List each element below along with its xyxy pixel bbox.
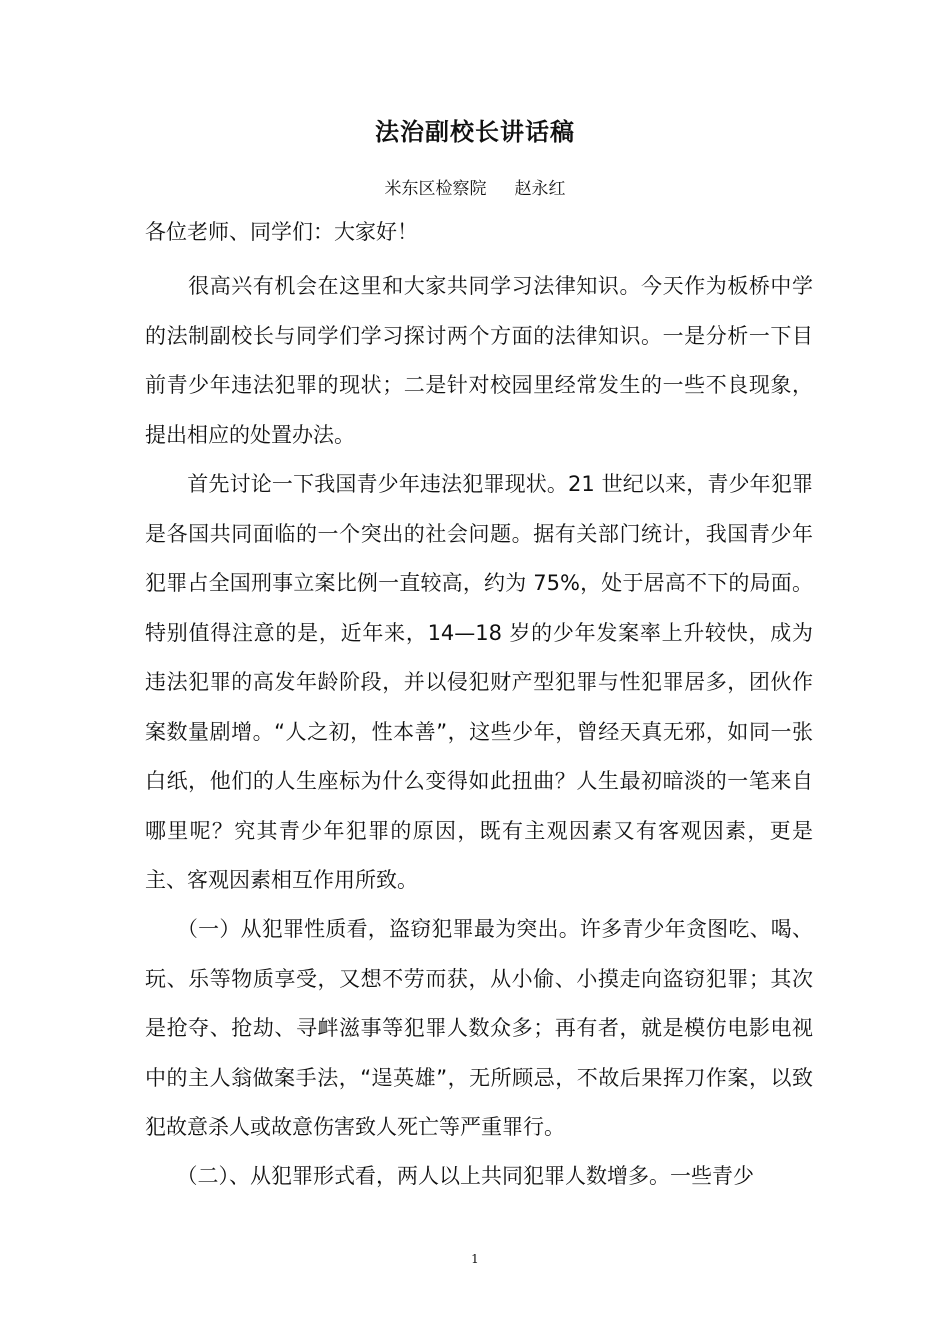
paragraph-text: 很高兴有机会在这里和大家共同学习法律知识。今天作为板桥中学的法制副校长与同学们学习探讨两个方面的法律知识。一是分析一下目前青少年违法犯罪的现状；二是针对校园里经常发生的一些不良现象，提出相应的处置办法。: [145, 274, 813, 447]
paragraph-text: （一）从犯罪性质看，盗窃犯罪最为突出。许多青少年贪图吃、喝、玩、乐等物质享受，又想不劳而获，从小偷、小摸走向盗窃犯罪；其次是抢夺、抢劫、寻衅滋事等犯罪人数众多；再有者，就是模仿电影电视中的主人翁做案手法，“逞英雄”，无所顾忌，不故后果挥刀作案，以致犯故意杀人或故意伤害致人死亡等严重罪行。: [145, 917, 813, 1139]
page-number: 1: [471, 1252, 479, 1266]
paragraph-text: 首先讨论一下我国青少年违法犯罪现状。21 世纪以来，青少年犯罪是各国共同面临的一个突出的社会问题。据有关部门统计，我国青少年犯罪占全国刑事立案比例一直较高，约为 75%，处于居高不下的局面。特别值得注意的是，近年来，14—18 岁的少年发案率上升较快，成为违法犯罪的高发年龄阶段，并以侵犯财产型犯罪与性犯罪居多，团伙作案数量剧增。“人之初，性本善”，这些少年，曾经天真无邪，如同一张白纸，他们的人生座标为什么变得如此扭曲？人生最初暗淡的一笔来自哪里呢？究其青少年犯罪的原因，既有主观因素又有客观因素，更是主、客观因素相互作用所致。: [145, 472, 813, 892]
body-paragraph-4: [145, 1152, 813, 1202]
author-organization: 米东区检察院: [384, 179, 487, 199]
body-paragraph-2: [145, 460, 813, 906]
document-title: 法治副校长讲话稿: [375, 118, 575, 146]
body-paragraph-1: [145, 262, 813, 460]
author-name: 赵永红: [514, 179, 566, 199]
greeting: 各位老师、同学们：大家好！: [145, 220, 418, 244]
author-line: [0, 174, 950, 199]
body-paragraph-3: [145, 905, 813, 1153]
paragraph-text: （二）、从犯罪形式看，两人以上共同犯罪人数增多。一些青少: [145, 1164, 754, 1188]
